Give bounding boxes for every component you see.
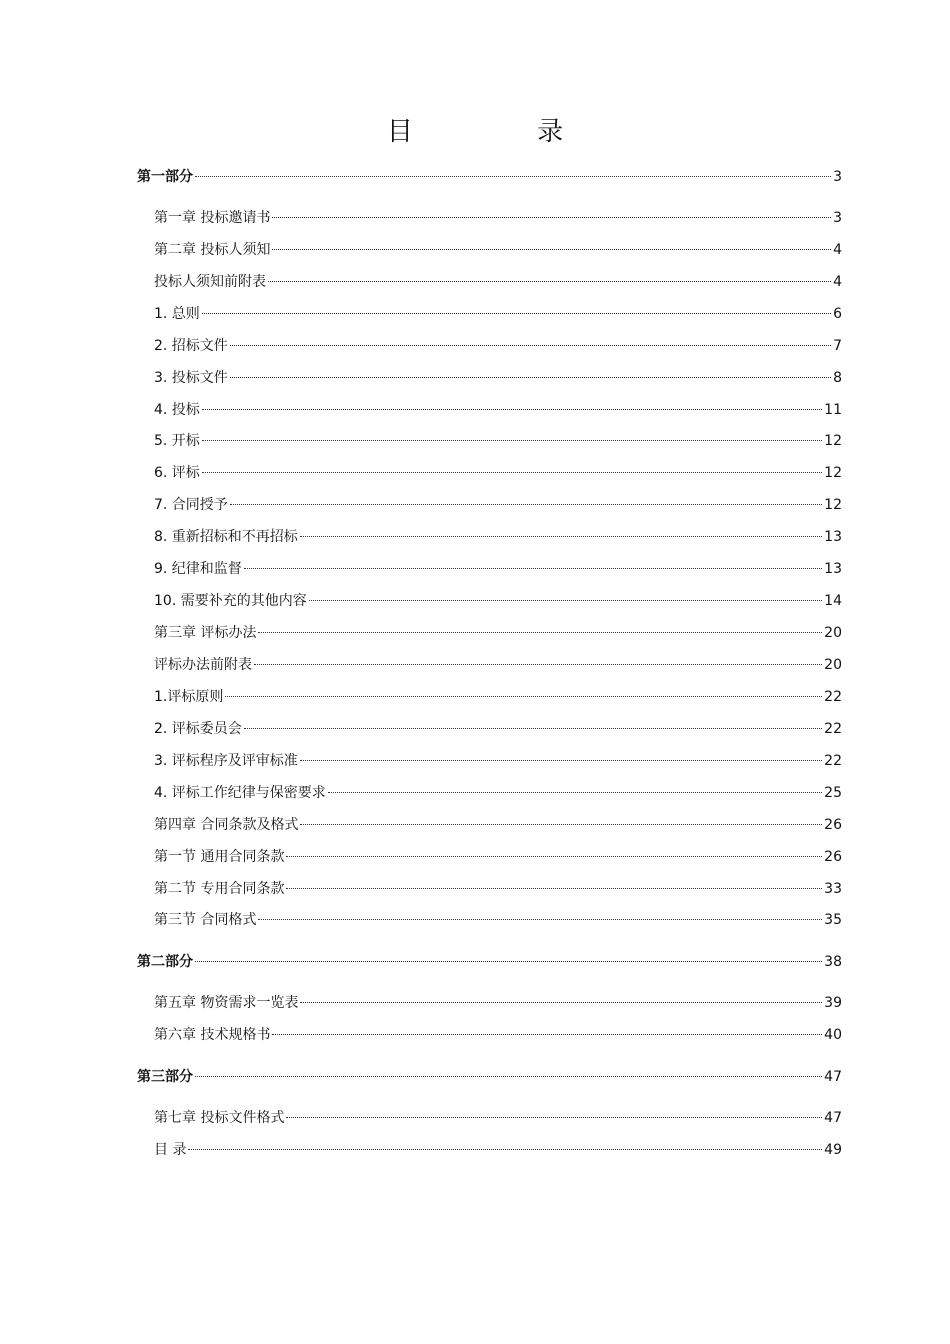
toc-entry-label: 2. 招标文件 [154,338,228,354]
toc-leader-dots [195,176,831,177]
toc-entry-label: 第二部分 [137,954,193,970]
toc-leader-dots [300,536,822,537]
toc-entry-page-number: 14 [824,593,842,609]
toc-leader-dots [188,1149,822,1150]
toc-entry[interactable] [154,687,842,707]
toc-leader-dots [268,281,831,282]
toc-entry[interactable] [154,623,842,643]
toc-entry-page-number: 47 [824,1069,842,1085]
toc-entry-label: 1.评标原则 [154,689,224,705]
toc-entry[interactable] [154,993,842,1013]
toc-entry-label: 1. 总则 [154,306,200,322]
toc-leader-dots [300,824,822,825]
toc-entry-label: 第三部分 [137,1069,193,1085]
toc-leader-dots [258,632,822,633]
toc-leader-dots [230,504,822,505]
toc-entry-label: 第五章 物资需求一览表 [154,995,299,1011]
toc-part-entry[interactable] [137,952,842,972]
toc-entry[interactable] [154,400,842,420]
toc-entry-page-number: 35 [824,912,842,928]
toc-entry[interactable] [154,910,842,930]
toc-entry-label: 4. 评标工作纪律与保密要求 [154,785,326,801]
toc-entry-page-number: 40 [824,1027,842,1043]
toc-entry[interactable] [154,1140,842,1160]
toc-entry-page-number: 39 [824,995,842,1011]
toc-entry-page-number: 7 [833,338,842,354]
toc-entry-page-number: 49 [824,1142,842,1158]
toc-entry[interactable] [154,527,842,547]
toc-entry-page-number: 3 [833,169,842,185]
toc-leader-dots [244,568,822,569]
toc-entry-label: 第七章 投标文件格式 [154,1110,285,1126]
toc-entry-label: 第二章 投标人须知 [154,242,271,258]
toc-entry-page-number: 22 [824,689,842,705]
toc-entry[interactable] [154,368,842,388]
toc-entry-label: 评标办法前附表 [154,657,252,673]
toc-entry-label: 8. 重新招标和不再招标 [154,529,298,545]
toc-entry-label: 投标人须知前附表 [154,274,266,290]
toc-entry-label: 第三章 评标办法 [154,625,257,641]
toc-leader-dots [254,664,822,665]
toc-leader-dots [258,919,822,920]
toc-entry-label: 3. 评标程序及评审标准 [154,753,298,769]
toc-entry[interactable] [154,240,842,260]
toc-entry-page-number: 12 [824,497,842,513]
toc-entry-label: 第一节 通用合同条款 [154,849,285,865]
toc-leader-dots [202,313,831,314]
toc-entry-label: 4. 投标 [154,402,200,418]
toc-entry[interactable] [154,783,842,803]
toc-leader-dots [286,1117,822,1118]
toc-entry-label: 7. 合同授予 [154,497,228,513]
toc-entry[interactable] [154,272,842,292]
toc-entry-label: 第四章 合同条款及格式 [154,817,299,833]
toc-entry-page-number: 6 [833,306,842,322]
toc-entry-page-number: 13 [824,561,842,577]
toc-entry-page-number: 47 [824,1110,842,1126]
toc-entry-page-number: 38 [824,954,842,970]
toc-leader-dots [286,856,822,857]
toc-entry-label: 10. 需要补充的其他内容 [154,593,307,609]
toc-title: 目 录 [386,117,622,147]
toc-leader-dots [328,792,822,793]
toc-entry-label: 2. 评标委员会 [154,721,242,737]
toc-entry-label: 6. 评标 [154,465,200,481]
toc-leader-dots [230,377,831,378]
toc-entry-page-number: 11 [824,402,842,418]
toc-entry-label: 3. 投标文件 [154,370,228,386]
toc-entry-page-number: 12 [824,433,842,449]
toc-entry-page-number: 20 [824,625,842,641]
toc-leader-dots [195,961,822,962]
toc-entry-page-number: 33 [824,881,842,897]
toc-entry-page-number: 26 [824,849,842,865]
toc-entry[interactable] [154,591,842,611]
toc-entry-page-number: 20 [824,657,842,673]
toc-entry[interactable] [154,495,842,515]
toc-entry-page-number: 4 [833,274,842,290]
toc-entry[interactable] [154,1108,842,1128]
toc-leader-dots [309,600,822,601]
toc-leader-dots [300,1002,822,1003]
toc-part-entry[interactable] [137,167,842,187]
toc-entry-page-number: 3 [833,210,842,226]
toc-entry-page-number: 8 [833,370,842,386]
toc-entry-label: 9. 纪律和监督 [154,561,242,577]
toc-leader-dots [202,440,822,441]
toc-entry[interactable] [154,336,842,356]
toc-entry-page-number: 13 [824,529,842,545]
toc-entry[interactable] [154,655,842,675]
toc-entry[interactable] [154,719,842,739]
toc-entry-page-number: 25 [824,785,842,801]
toc-leader-dots [230,345,831,346]
toc-entry-label: 第三节 合同格式 [154,912,257,928]
toc-leader-dots [286,888,822,889]
toc-leader-dots [244,728,822,729]
toc-leader-dots [272,217,831,218]
toc-entry-label: 目 录 [154,1142,187,1158]
toc-entry[interactable] [154,463,842,483]
toc-entry-label: 第二节 专用合同条款 [154,881,285,897]
toc-entry-label: 第一部分 [137,169,193,185]
toc-part-entry[interactable] [137,1067,842,1087]
toc-leader-dots [272,249,831,250]
toc-leader-dots [202,409,822,410]
toc-entry-label: 第六章 技术规格书 [154,1027,271,1043]
toc-entry[interactable] [154,1025,842,1045]
toc-entry[interactable] [154,304,842,324]
toc-entry[interactable] [154,559,842,579]
toc-leader-dots [272,1034,822,1035]
toc-entry-page-number: 26 [824,817,842,833]
toc-entry-page-number: 4 [833,242,842,258]
toc-entry[interactable] [154,751,842,771]
toc-leader-dots [202,472,822,473]
toc-entry[interactable] [154,431,842,451]
toc-entry[interactable] [154,847,842,867]
toc-leader-dots [300,760,822,761]
toc-entry[interactable] [154,815,842,835]
toc-entry[interactable] [154,879,842,899]
toc-leader-dots [225,696,822,697]
toc-leader-dots [195,1076,822,1077]
toc-entry[interactable] [154,208,842,228]
toc-entry-page-number: 22 [824,721,842,737]
toc-entry-label: 5. 开标 [154,433,200,449]
toc-entry-page-number: 22 [824,753,842,769]
toc-entry-page-number: 12 [824,465,842,481]
toc-entry-label: 第一章 投标邀请书 [154,210,271,226]
